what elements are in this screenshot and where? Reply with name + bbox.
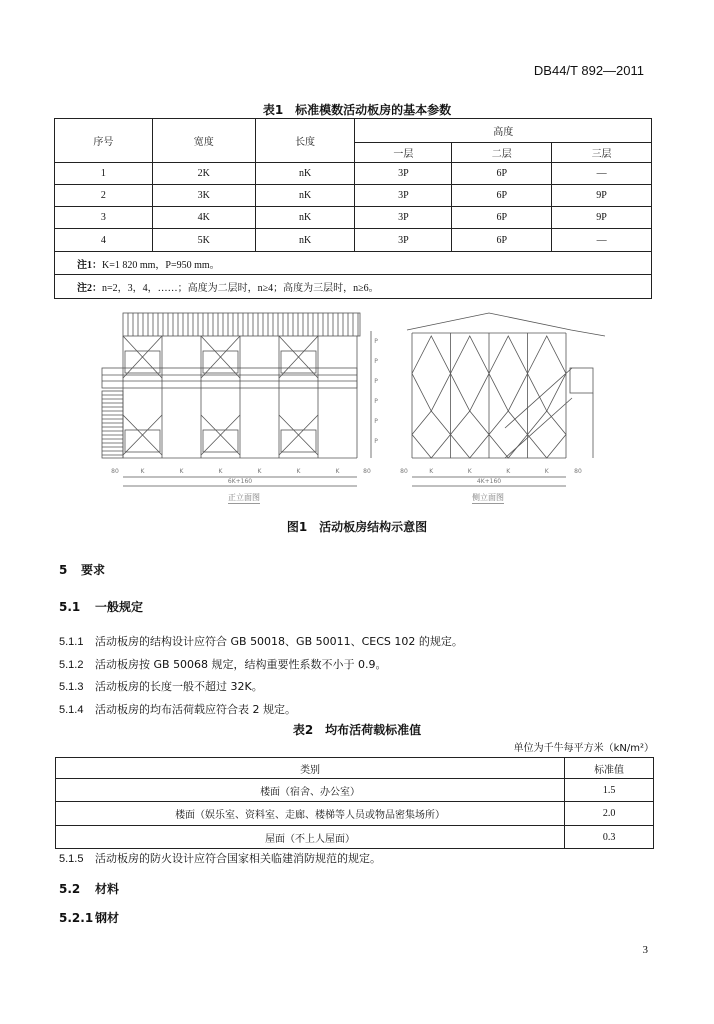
table-row [56, 802, 654, 826]
table1 [54, 118, 652, 299]
th-floor2: 二层 [452, 143, 552, 163]
dim-total: 4K+160 [476, 478, 502, 485]
item-text: 活动板房的防火设计应符合国家相关临建消防规范的规定。 [95, 852, 381, 865]
section-5-heading [59, 561, 105, 578]
dim-label: K [335, 468, 340, 475]
front-elevation-drawing [102, 313, 378, 486]
table-row [55, 163, 652, 185]
brace [489, 336, 528, 411]
table-cell: 0.3 [565, 826, 654, 849]
th-value: 标准值 [565, 758, 654, 779]
item-number: 5.1.2 [59, 658, 84, 671]
table-cell: 屋面（不上人屋面） [56, 826, 565, 849]
item-text: 活动板房的结构设计应符合 GB 50018、GB 50011、CECS 102 的规定。 [95, 635, 463, 648]
item-number: 5.1.3 [59, 681, 84, 693]
table-cell: 6P [452, 163, 552, 185]
side-elevation-drawing [400, 313, 605, 486]
brace [412, 336, 451, 411]
stair [505, 398, 572, 458]
table-row [56, 779, 654, 802]
dim-label: K [179, 468, 184, 475]
dim-label: K [467, 468, 472, 475]
th-length: 长度 [255, 119, 355, 163]
item-number: 5.1.1 [59, 636, 84, 648]
table2-unit: 单位为千牛每平方米（kN/m²） [513, 743, 654, 754]
table-cell: 2K [152, 163, 255, 185]
table-cell: 9P [552, 207, 652, 229]
section-number: 5 [59, 563, 68, 577]
note2-label: 注2： [77, 283, 102, 294]
figure1-title: 图1 活动板房结构示意图 [286, 520, 428, 534]
list-item [59, 678, 263, 694]
dim-label: P [374, 338, 378, 345]
dim-label: K [218, 468, 223, 475]
item-5-1-5 [59, 850, 381, 866]
balcony [102, 368, 357, 388]
section-number: 5.1 [59, 600, 81, 614]
th-no: 序号 [55, 119, 153, 163]
table-cell: 3P [355, 163, 452, 185]
list-item [59, 701, 296, 717]
figure1-drawings [90, 303, 630, 493]
th-category: 类别 [56, 758, 565, 779]
table1-title: 表1 标准模数活动板房的基本参数 [262, 103, 452, 117]
note2 [55, 275, 652, 299]
front-elevation-caption: 正立面图 [228, 493, 260, 502]
table-row [55, 207, 652, 229]
table-cell: 3P [355, 207, 452, 229]
dim-label: 80 [111, 468, 119, 475]
dim-label: 80 [574, 468, 582, 475]
table-cell: nK [255, 163, 355, 185]
table-cell: 4K [152, 207, 255, 229]
landing [570, 368, 593, 393]
table-cell: 3 [55, 207, 153, 229]
section-5-2-1-heading [59, 909, 119, 926]
th-floor1: 一层 [355, 143, 452, 163]
table-row [55, 229, 652, 252]
section-title: 要求 [81, 563, 106, 577]
section-number: 5.2 [59, 882, 81, 896]
dim-label: K [544, 468, 549, 475]
item-text: 活动板房的长度一般不超过 32K。 [95, 680, 263, 693]
roof [123, 313, 360, 336]
table2-title: 表2 均布活荷载标准值 [292, 723, 422, 737]
table-cell: 3K [152, 185, 255, 207]
brace [528, 336, 567, 411]
item-number: 5.1.4 [59, 703, 84, 716]
table-cell: 3P [355, 185, 452, 207]
table-cell: 1.5 [565, 779, 654, 802]
note1-text: K=1 820 mm，P=950 mm。 [102, 259, 220, 271]
dim-label: P [374, 358, 378, 365]
dim-label: K [296, 468, 301, 475]
list-item [59, 656, 387, 672]
section-number: 5.2.1 [59, 911, 94, 925]
side-elevation-caption: 侧立面图 [472, 493, 504, 502]
table-cell: 6P [452, 185, 552, 207]
table-row [55, 185, 652, 207]
dim-total: 6K+160 [227, 478, 253, 485]
dim-label: P [374, 398, 378, 405]
table-cell: 楼面（娱乐室、资料室、走廊、楼梯等人员或物品密集场所） [56, 802, 565, 826]
section-title: 一般规定 [95, 600, 144, 614]
table-cell: 6P [452, 207, 552, 229]
brace [489, 411, 528, 458]
table-cell: 4 [55, 229, 153, 252]
dim-label: 80 [400, 468, 408, 475]
table-cell: 2.0 [565, 802, 654, 826]
table-cell: 1 [55, 163, 153, 185]
roof [407, 313, 605, 336]
th-floor3: 三层 [552, 143, 652, 163]
standard-number: DB44/T 892—2011 [533, 63, 644, 78]
section-title: 材料 [95, 882, 120, 896]
dim-label: 80 [363, 468, 371, 475]
th-height: 高度 [355, 119, 652, 143]
dim-label: K [429, 468, 434, 475]
brace [451, 336, 490, 411]
table-cell: 9P [552, 185, 652, 207]
table-cell: 6P [452, 229, 552, 252]
window [125, 430, 160, 452]
staircase [102, 391, 123, 458]
dim-label: K [257, 468, 262, 475]
table-cell: — [552, 163, 652, 185]
brace [528, 411, 567, 458]
brace [451, 411, 490, 458]
table-row [56, 826, 654, 849]
table-cell: 楼面（宿舍、办公室） [56, 779, 565, 802]
brace [412, 411, 451, 458]
window [203, 430, 238, 452]
table-cell: 5K [152, 229, 255, 252]
dim-label: P [374, 378, 378, 385]
table-cell: — [552, 229, 652, 252]
section-5-2-heading [59, 880, 119, 897]
note1 [55, 252, 652, 275]
item-text: 活动板房的均布活荷载应符合表 2 规定。 [95, 702, 296, 716]
section-title: 钢材 [95, 911, 120, 925]
table2 [55, 757, 654, 849]
note2-text: n=2，3，4，……；高度为二层时，n≥4；高度为三层时，n≥6。 [102, 283, 379, 294]
item-number: 5.1.5 [59, 853, 84, 865]
table-cell: nK [255, 207, 355, 229]
dim-label: P [374, 418, 378, 425]
dim-label: K [506, 468, 511, 475]
window [281, 430, 316, 452]
table-cell: 2 [55, 185, 153, 207]
table-cell: 3P [355, 229, 452, 252]
item-text: 活动板房按 GB 50068 规定，结构重要性系数不小于 0.9。 [95, 657, 387, 671]
th-width: 宽度 [152, 119, 255, 163]
table-cell: nK [255, 229, 355, 252]
note1-label: 注1： [77, 259, 102, 271]
page-number: 3 [642, 944, 648, 956]
dim-label: P [374, 438, 378, 445]
dim-label: K [140, 468, 145, 475]
table-cell: nK [255, 185, 355, 207]
section-5-1-heading [59, 598, 143, 615]
list-item [59, 633, 463, 649]
